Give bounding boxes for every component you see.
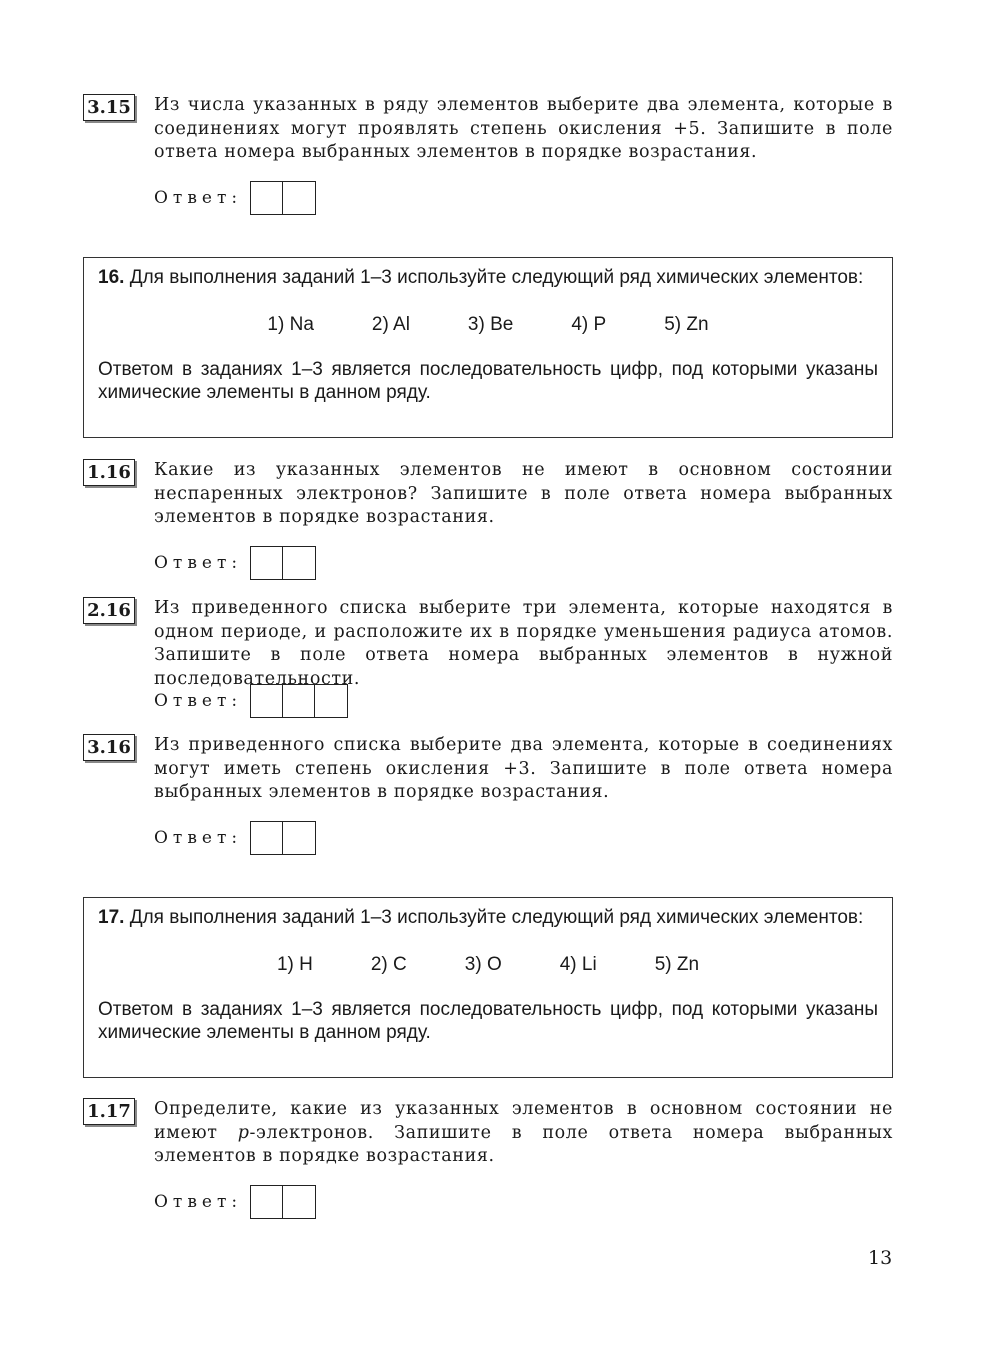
task-text-end: -электронов. Запишите в поле ответа номера выбранных элементов в порядке возрастания. — [154, 1122, 893, 1166]
answer-cell[interactable] — [315, 685, 347, 717]
task-text-start: Определите, какие из указанных элементов в основном состоянии не имеют — [154, 1099, 893, 1143]
box-note: Ответом в заданиях 1–3 является последовательность цифр, под которыми указаны химические элементы в данном ряду. — [98, 999, 878, 1043]
element-item: 4) P — [571, 314, 607, 335]
orbital-symbol: p — [237, 1122, 250, 1143]
task-text — [154, 1098, 893, 1169]
answer-cell[interactable] — [283, 547, 315, 579]
answer-label: Ответ: — [154, 828, 243, 848]
box-number: 16. — [98, 267, 125, 288]
element-item: 5) Zn — [664, 314, 709, 335]
answer-label: Ответ: — [154, 553, 243, 573]
element-item: 3) Be — [467, 314, 514, 335]
box-intro-text: Для выполнения заданий 1–3 используйте следующий ряд химических элементов: — [129, 907, 864, 928]
answer-label: Ответ: — [154, 1192, 243, 1212]
element-list — [98, 953, 878, 976]
answer-label: Ответ: — [154, 188, 243, 208]
answer-cells — [250, 546, 316, 580]
answer-cells — [250, 1185, 316, 1219]
answer-cell[interactable] — [251, 547, 283, 579]
box-intro-text: Для выполнения заданий 1–3 используйте следующий ряд химических элементов: — [129, 267, 864, 288]
task-text: Из приведенного списка выберите два элемента, которые в соединениях могут иметь степень окисления +3. Запишите в поле ответа номера выбранных элементов в порядке возрастания. — [154, 735, 893, 802]
element-list — [98, 313, 878, 336]
answer-row — [154, 684, 348, 718]
task-number-badge: 3.16 — [83, 734, 135, 761]
box-intro — [98, 906, 878, 929]
answer-cell[interactable] — [283, 182, 315, 214]
answer-cell[interactable] — [283, 685, 315, 717]
box-intro — [98, 266, 878, 289]
answer-row — [154, 1185, 316, 1219]
task-text: Из числа указанных в ряду элементов выберите два элемента, которые в соединениях могут проявлять степень окисления +5. Запишите в поле ответа номера выбранных элементов в порядке возрастания. — [154, 95, 893, 162]
box-note: Ответом в заданиях 1–3 является последовательность цифр, под которыми указаны химические элементы в данном ряду. — [98, 359, 878, 403]
element-item: 1) Na — [267, 314, 314, 335]
element-item: 5) Zn — [654, 954, 700, 975]
answer-cell[interactable] — [251, 1186, 283, 1218]
task-group-16-box — [83, 257, 893, 438]
answer-cell[interactable] — [283, 822, 315, 854]
box-number: 17. — [98, 907, 125, 928]
page-number: 13 — [868, 1247, 893, 1269]
answer-row — [154, 181, 316, 215]
answer-cell[interactable] — [251, 822, 283, 854]
answer-cells — [250, 181, 316, 215]
answer-row — [154, 546, 316, 580]
task-number-badge: 1.17 — [83, 1098, 135, 1125]
element-item: 3) O — [464, 954, 502, 975]
answer-cell[interactable] — [283, 1186, 315, 1218]
task-number-badge: 2.16 — [83, 597, 135, 624]
answer-cells — [250, 684, 348, 718]
answer-row — [154, 821, 316, 855]
element-item: 2) C — [370, 954, 407, 975]
answer-cells — [250, 821, 316, 855]
task-text: Из приведенного списка выберите три элемента, которые находятся в одном периоде, и расположите их в порядке уменьшения радиуса атомов. Запишите в поле ответа номера выбранных элементов в нужной последовательности. — [154, 598, 893, 689]
element-item: 1) H — [276, 954, 313, 975]
task-text: Какие из указанных элементов не имеют в основном состоянии неспаренных электронов? Запишите в поле ответа номера выбранных элементов в порядке возрастания. — [154, 460, 893, 527]
element-item: 2) Al — [371, 314, 410, 335]
answer-label: Ответ: — [154, 691, 243, 711]
answer-cell[interactable] — [251, 182, 283, 214]
task-number-badge: 1.16 — [83, 459, 135, 486]
task-group-17-box — [83, 897, 893, 1078]
element-item: 4) Li — [559, 954, 597, 975]
answer-cell[interactable] — [251, 685, 283, 717]
task-number-badge: 3.15 — [83, 94, 135, 121]
